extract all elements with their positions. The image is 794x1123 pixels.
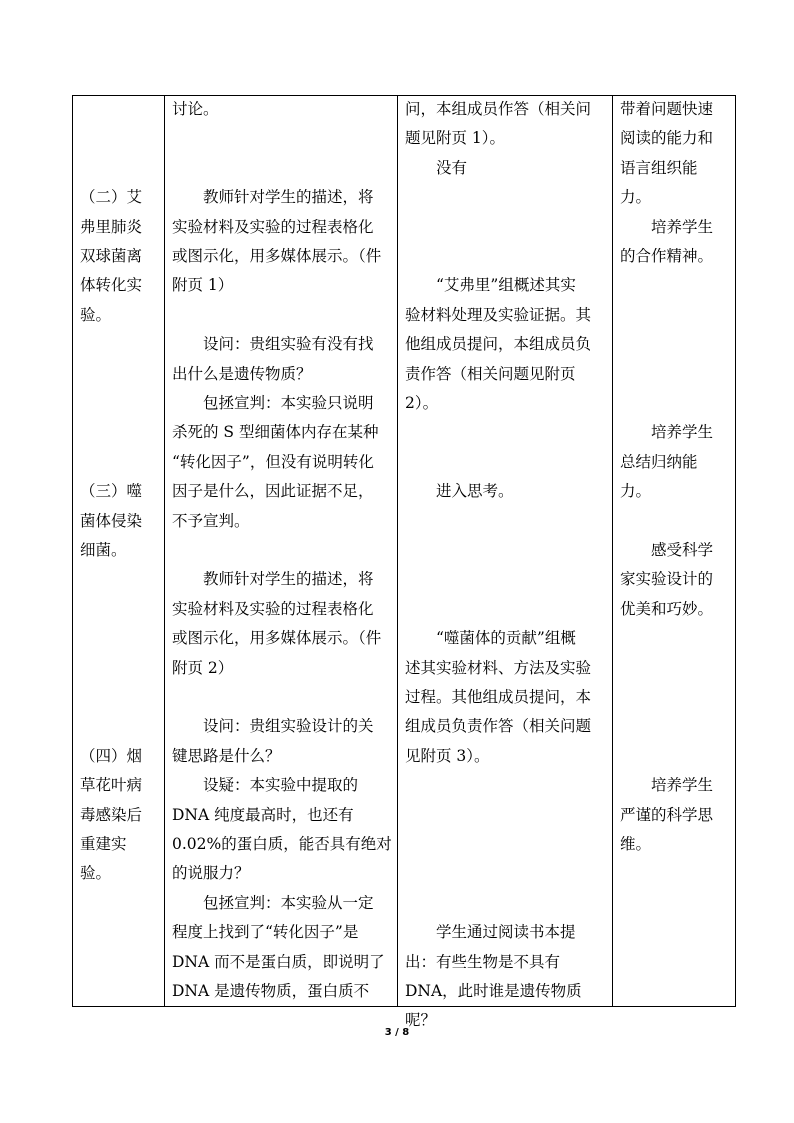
text-line: （四）烟: [80, 746, 143, 765]
text-line: 2）。: [405, 394, 439, 413]
text-line: 包拯宣判：本实验只说明: [172, 394, 374, 413]
text-line: [405, 242, 610, 271]
text-line: “艾弗里”组概述其实: [405, 276, 576, 295]
column-divider: [397, 95, 398, 1007]
text-line: [80, 977, 160, 1006]
text-line: “噬菌体的贡献”组概: [405, 629, 576, 648]
text-line: [405, 889, 610, 918]
text-line: （三）噬: [80, 482, 143, 501]
text-line: 不予宣判。: [172, 511, 250, 530]
text-line: 语言组织能: [620, 158, 698, 177]
text-line: 教师针对学生的描述，将: [172, 570, 374, 589]
text-line: [620, 507, 732, 536]
text-line: [80, 95, 160, 124]
text-line: 没有: [405, 158, 468, 177]
text-line: 见附页 3）。: [405, 746, 490, 765]
text-line: [80, 948, 160, 977]
text-line: “转化因子”，但没有说明转化: [172, 452, 374, 471]
text-line: 的合作精神。: [620, 247, 714, 266]
text-line: 附页 1）: [172, 276, 234, 295]
student-activity-column: [405, 95, 610, 1036]
text-line: [405, 771, 610, 800]
text-line: [80, 330, 160, 359]
text-line: [80, 418, 160, 447]
text-line: [405, 830, 610, 859]
text-line: 力。: [620, 188, 652, 207]
text-line: 带着问题快速: [620, 100, 714, 118]
text-line: 学生通过阅读书本提: [405, 923, 576, 942]
text-line: [620, 918, 732, 947]
text-line: 培养学生: [620, 776, 714, 795]
text-line: [80, 360, 160, 389]
text-line: 培养学生: [620, 217, 714, 236]
text-line: [620, 948, 732, 977]
text-line: 或图示化，用多媒体展示。（件: [172, 247, 382, 265]
text-line: [405, 565, 610, 594]
text-line: 弗里肺炎: [80, 217, 143, 236]
text-line: [620, 683, 732, 712]
text-line: [405, 213, 610, 242]
text-line: 验。: [80, 305, 112, 324]
text-line: [405, 859, 610, 888]
design-intent-column: [620, 95, 732, 1006]
text-line: [405, 595, 610, 624]
text-line: 因子是什么，因此证据不足，: [172, 482, 374, 501]
text-line: 毒感染后: [80, 805, 143, 824]
text-line: 菌体侵染: [80, 511, 143, 530]
text-line: 呢？: [405, 1011, 437, 1030]
text-line: [80, 154, 160, 183]
text-line: 进入思考。: [405, 482, 514, 501]
teaching-stage-column: [80, 95, 160, 1006]
text-line: [405, 801, 610, 830]
text-line: [80, 889, 160, 918]
text-line: 0.02%的蛋白质，能否具有绝对: [172, 835, 392, 854]
text-line: [620, 389, 732, 418]
text-line: 验。: [80, 864, 112, 883]
text-line: 设问：贵组实验设计的关: [172, 717, 374, 736]
text-line: 严谨的科学思: [620, 805, 714, 824]
text-line: DNA 纯度最高时，也还有: [172, 805, 354, 824]
text-line: [80, 595, 160, 624]
column-divider: [612, 95, 613, 1007]
text-line: [620, 889, 732, 918]
text-line: 家实验设计的: [620, 570, 714, 589]
text-line: 出：有些生物是不具有: [405, 952, 561, 971]
text-line: 组成员负责作答（相关问题: [405, 717, 592, 736]
text-line: 程度上找到了“转化因子”是: [172, 923, 359, 942]
text-line: 实验材料及实验的过程表格化: [172, 599, 374, 618]
text-line: 杀死的 S 型细菌体内存在某种: [172, 423, 379, 442]
text-line: 责作答（相关问题见附页: [405, 364, 576, 383]
text-line: 验材料处理及实验证据。其: [405, 305, 592, 324]
text-line: 键思路是什么？: [172, 746, 281, 765]
text-line: 重建实: [80, 834, 127, 853]
text-line: 的说服力？: [172, 864, 250, 883]
text-line: [620, 360, 732, 389]
text-line: [405, 448, 610, 477]
teacher-activity-column: [172, 95, 394, 1007]
text-line: 培养学生: [620, 423, 714, 442]
text-line: [620, 712, 732, 741]
column-divider: [164, 95, 165, 1007]
text-line: [80, 389, 160, 418]
text-line: [80, 654, 160, 683]
text-line: 教师针对学生的描述，将: [172, 188, 374, 207]
text-line: 力。: [620, 482, 652, 501]
text-line: [172, 301, 394, 330]
text-line: 附页 2）: [172, 658, 234, 677]
text-line: 过程。其他组成员提问，本: [405, 687, 592, 706]
text-line: 讨论。: [172, 100, 219, 118]
text-line: [620, 624, 732, 653]
text-line: [172, 124, 394, 153]
text-line: 问，本组成员作答（相关问: [405, 100, 592, 118]
page-number: 3 / 8: [384, 1027, 410, 1038]
text-line: [405, 507, 610, 536]
text-line: 草花叶病: [80, 776, 143, 795]
text-line: 题见附页 1）。: [405, 129, 506, 148]
text-line: [172, 154, 394, 183]
text-line: 设疑：本实验中提取的: [172, 776, 359, 795]
text-line: DNA 是遗传物质，蛋白质不: [172, 982, 370, 1001]
text-line: [620, 301, 732, 330]
text-line: 设问：贵组实验有没有找: [172, 335, 374, 354]
text-line: [620, 859, 732, 888]
text-line: [172, 536, 394, 565]
text-line: [405, 536, 610, 565]
text-line: [405, 183, 610, 212]
text-line: [620, 330, 732, 359]
text-line: [620, 742, 732, 771]
text-line: [80, 683, 160, 712]
text-line: 或图示化，用多媒体展示。（件: [172, 629, 382, 648]
text-line: [620, 271, 732, 300]
text-line: DNA 而不是蛋白质，即说明了: [172, 952, 385, 971]
text-line: 出什么是遗传物质？: [172, 364, 312, 383]
text-line: [80, 712, 160, 741]
text-line: [405, 418, 610, 447]
text-line: [80, 565, 160, 594]
text-line: 实验材料及实验的过程表格化: [172, 217, 374, 236]
text-line: DNA，此时谁是遗传物质: [405, 981, 582, 1000]
text-line: 他组成员提问，本组成员负: [405, 335, 592, 354]
text-line: [80, 624, 160, 653]
text-line: 包拯宣判：本实验从一定: [172, 893, 374, 912]
text-line: [80, 448, 160, 477]
text-line: 阅读的能力和: [620, 129, 714, 148]
text-line: 双球菌离: [80, 246, 143, 265]
text-line: 总结归纳能: [620, 452, 698, 471]
text-line: [80, 124, 160, 153]
text-line: 优美和巧妙。: [620, 599, 714, 618]
text-line: 细菌。: [80, 540, 127, 559]
text-line: [172, 683, 394, 712]
text-line: 维。: [620, 834, 652, 853]
text-line: [620, 977, 732, 1006]
text-line: 述其实验材料、方法及实验: [405, 658, 592, 677]
text-line: （二）艾: [80, 188, 143, 207]
text-line: 感受科学: [620, 541, 714, 559]
text-line: [80, 918, 160, 947]
text-line: [620, 654, 732, 683]
text-line: 体转化实: [80, 276, 143, 295]
